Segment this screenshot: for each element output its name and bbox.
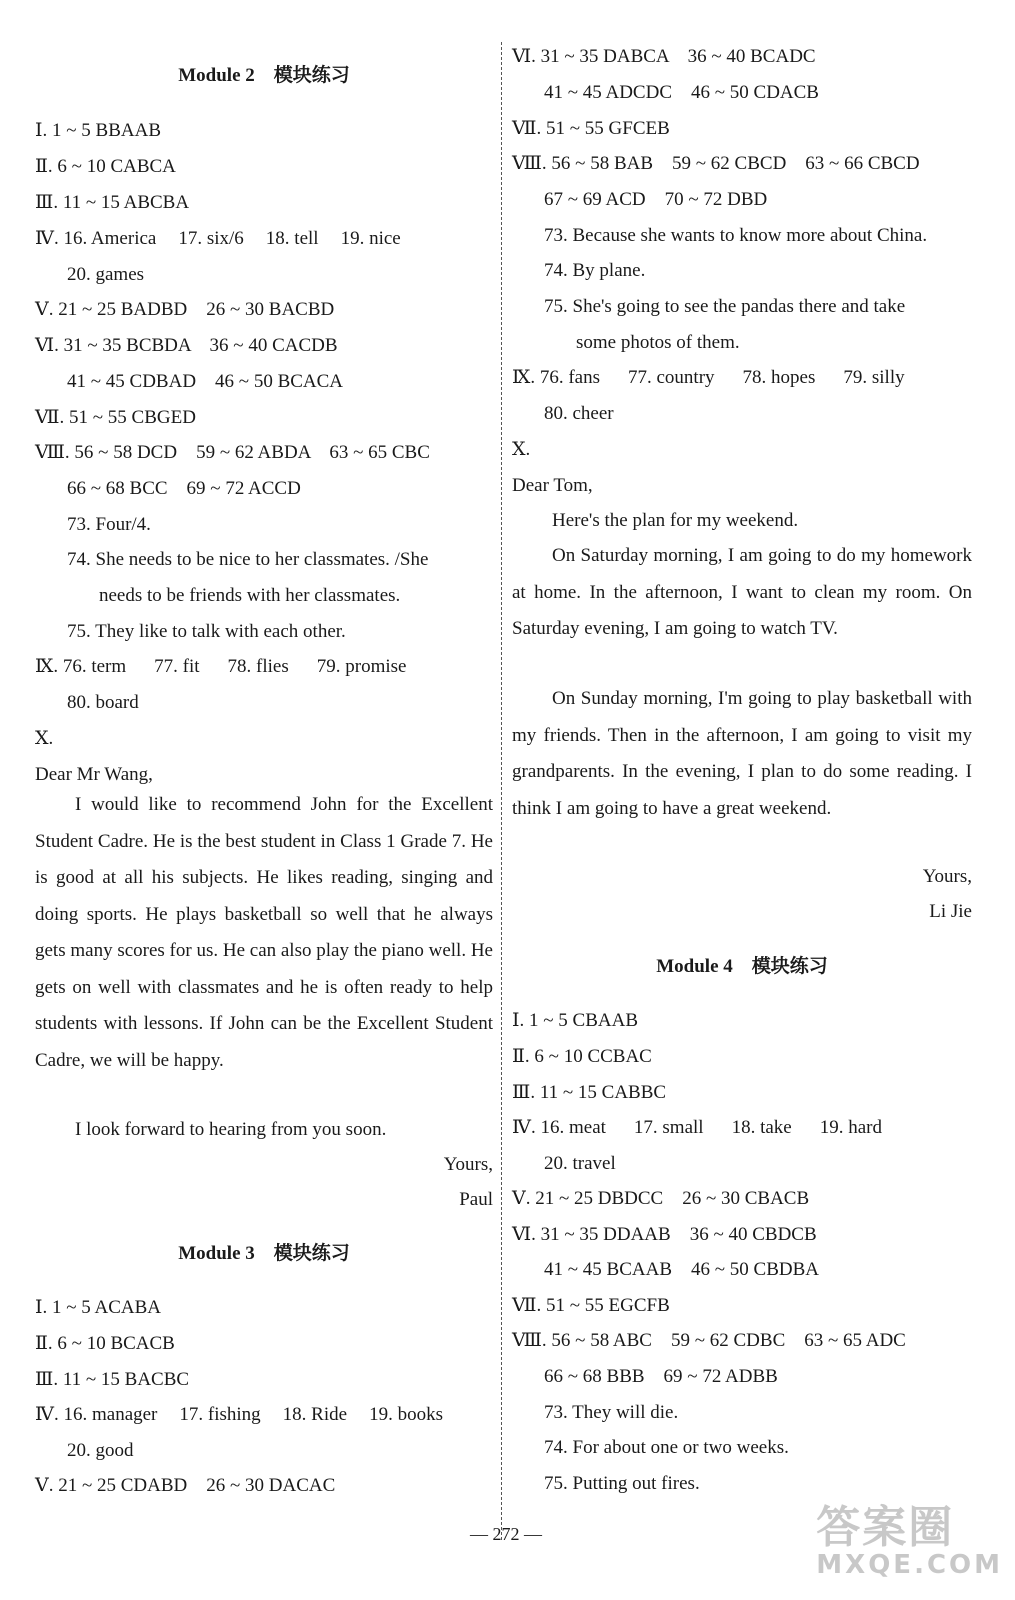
answer-line: Ⅳ. 16. manager 17. fishing 18. Ride 19. books <box>35 1404 443 1425</box>
answer-line: 41 ~ 45 CDBAD 46 ~ 50 BCACA <box>67 371 344 392</box>
letter-signature: Li Jie <box>929 901 972 922</box>
answer-line: needs to be friends with her classmates. <box>99 585 401 606</box>
answer-line: Ⅱ. 6 ~ 10 BCACB <box>35 1333 175 1354</box>
answer-line: Ⅶ. 51 ~ 55 CBGED <box>35 407 196 428</box>
answer-line: 74. For about one or two weeks. <box>544 1437 789 1458</box>
answer-line: 75. Putting out fires. <box>544 1473 700 1494</box>
answer-line: 20. travel <box>544 1153 616 1174</box>
module-2-title: Module 2 模块练习 <box>178 65 350 86</box>
answer-line: Ⅳ. 16. America 17. six/6 18. tell 19. nice <box>35 228 401 249</box>
answer-line: Ⅴ. 21 ~ 25 BADBD 26 ~ 30 BACBD <box>35 299 335 320</box>
answer-line: Ⅱ. 6 ~ 10 CABCA <box>35 156 176 177</box>
answer-line: 75. They like to talk with each other. <box>67 621 346 642</box>
answer-line: 41 ~ 45 BCAAB 46 ~ 50 CBDBA <box>544 1259 819 1280</box>
answer-line: Ⅰ. 1 ~ 5 ACABA <box>35 1297 161 1318</box>
answer-line: Ⅲ. 11 ~ 15 BACBC <box>35 1369 190 1390</box>
answer-line: Ⅸ. 76. fans 77. country 78. hopes 79. silly <box>512 367 905 388</box>
answer-line: Ⅴ. 21 ~ 25 CDABD 26 ~ 30 DACAC <box>35 1475 336 1496</box>
answer-line: 73. Four/4. <box>67 514 151 535</box>
answer-line: some photos of them. <box>576 332 740 353</box>
answer-line: Ⅵ. 31 ~ 35 DABCA 36 ~ 40 BCADC <box>512 46 816 67</box>
letter-paragraph: On Saturday morning, I am going to do my homework at home. In the afternoon, I want to clean my room. On Saturday evening, I am going to watch TV. <box>512 545 972 639</box>
letter-paragraph: Here's the plan for my weekend. <box>552 510 799 531</box>
answer-line: Ⅵ. 31 ~ 35 BCBDA 36 ~ 40 CACDB <box>35 335 338 356</box>
answer-line: 73. They will die. <box>544 1402 679 1423</box>
answer-line: 80. cheer <box>544 403 614 424</box>
answer-line: Ⅷ. 56 ~ 58 ABC 59 ~ 62 CDBC 63 ~ 65 ADC <box>512 1330 906 1351</box>
answer-line: 66 ~ 68 BBB 69 ~ 72 ADBB <box>544 1366 778 1387</box>
answer-line: Ⅶ. 51 ~ 55 EGCFB <box>512 1295 670 1316</box>
writing-label: Ⅹ. <box>512 439 531 460</box>
letter-signature: Paul <box>459 1189 493 1210</box>
answer-line: 66 ~ 68 BCC 69 ~ 72 ACCD <box>67 478 301 499</box>
answer-line: Ⅵ. 31 ~ 35 DDAAB 36 ~ 40 CBDCB <box>512 1224 817 1245</box>
page-number: — 272 — <box>470 1524 542 1544</box>
letter-sign-off: Yours, <box>922 866 972 887</box>
letter-sign-off: Yours, <box>443 1154 493 1175</box>
answer-line: Ⅶ. 51 ~ 55 GFCEB <box>512 118 670 139</box>
answer-line: 74. By plane. <box>544 260 646 281</box>
answer-line: 75. She's going to see the pandas there and take <box>544 296 906 317</box>
watermark-url: MXQE.COM <box>816 1550 1003 1580</box>
letter-salutation: Dear Tom, <box>512 475 593 496</box>
answer-line: Ⅲ. 11 ~ 15 ABCBA <box>35 192 190 213</box>
watermark-text: 答案圈 <box>816 1502 955 1553</box>
column-divider <box>501 42 502 1540</box>
writing-label: Ⅹ. <box>35 728 54 749</box>
answer-line: 73. Because she wants to know more about China. <box>544 225 928 246</box>
answer-line: 74. She needs to be nice to her classmates. /She <box>67 549 429 570</box>
letter-salutation: Dear Mr Wang, <box>35 764 153 785</box>
module-3-title: Module 3 模块练习 <box>178 1243 350 1264</box>
answer-line: 20. games <box>67 264 145 285</box>
answer-line: 80. board <box>67 692 139 713</box>
answer-line: Ⅱ. 6 ~ 10 CCBAC <box>512 1046 652 1067</box>
answer-line: Ⅰ. 1 ~ 5 BBAAB <box>35 120 161 141</box>
answer-line: Ⅴ. 21 ~ 25 DBDCC 26 ~ 30 CBACB <box>512 1188 810 1209</box>
answer-line: 41 ~ 45 ADCDC 46 ~ 50 CDACB <box>544 82 819 103</box>
letter-closing-line: I look forward to hearing from you soon. <box>75 1119 387 1140</box>
answer-line: Ⅷ. 56 ~ 58 DCD 59 ~ 62 ABDA 63 ~ 65 CBC <box>35 442 430 463</box>
answer-line: Ⅷ. 56 ~ 58 BAB 59 ~ 62 CBCD 63 ~ 66 CBCD <box>512 153 920 174</box>
module-4-title: Module 4 模块练习 <box>656 956 828 977</box>
answer-line: Ⅰ. 1 ~ 5 CBAAB <box>512 1010 638 1031</box>
letter-body: I would like to recommend John for the Excellent Student Cadre. He is the best student in Class 1 Grade 7. He is good at all his subjects. He likes reading, singing and doing sports. He plays basketball so well that he always gets many scores for us. He can also play the piano well. He gets on well with classmates and he is often ready to help students with lessons. If John can be the Excellent Student Cadre, we will be happy. <box>35 794 493 1071</box>
answer-line: 67 ~ 69 ACD 70 ~ 72 DBD <box>544 189 768 210</box>
answer-line: Ⅲ. 11 ~ 15 CABBC <box>512 1082 667 1103</box>
watermark-logo <box>816 1502 1003 1580</box>
letter-paragraph: On Sunday morning, I'm going to play basketball with my friends. Then in the afternoon, I am going to visit my grandparents. In the evening, I plan to do some reading. I think I am going to have a great weekend. <box>512 688 972 819</box>
answer-line: 20. good <box>67 1440 134 1461</box>
answer-line: Ⅳ. 16. meat 17. small 18. take 19. hard <box>512 1117 882 1138</box>
answer-line: Ⅸ. 76. term 77. fit 78. flies 79. promise <box>35 656 407 677</box>
